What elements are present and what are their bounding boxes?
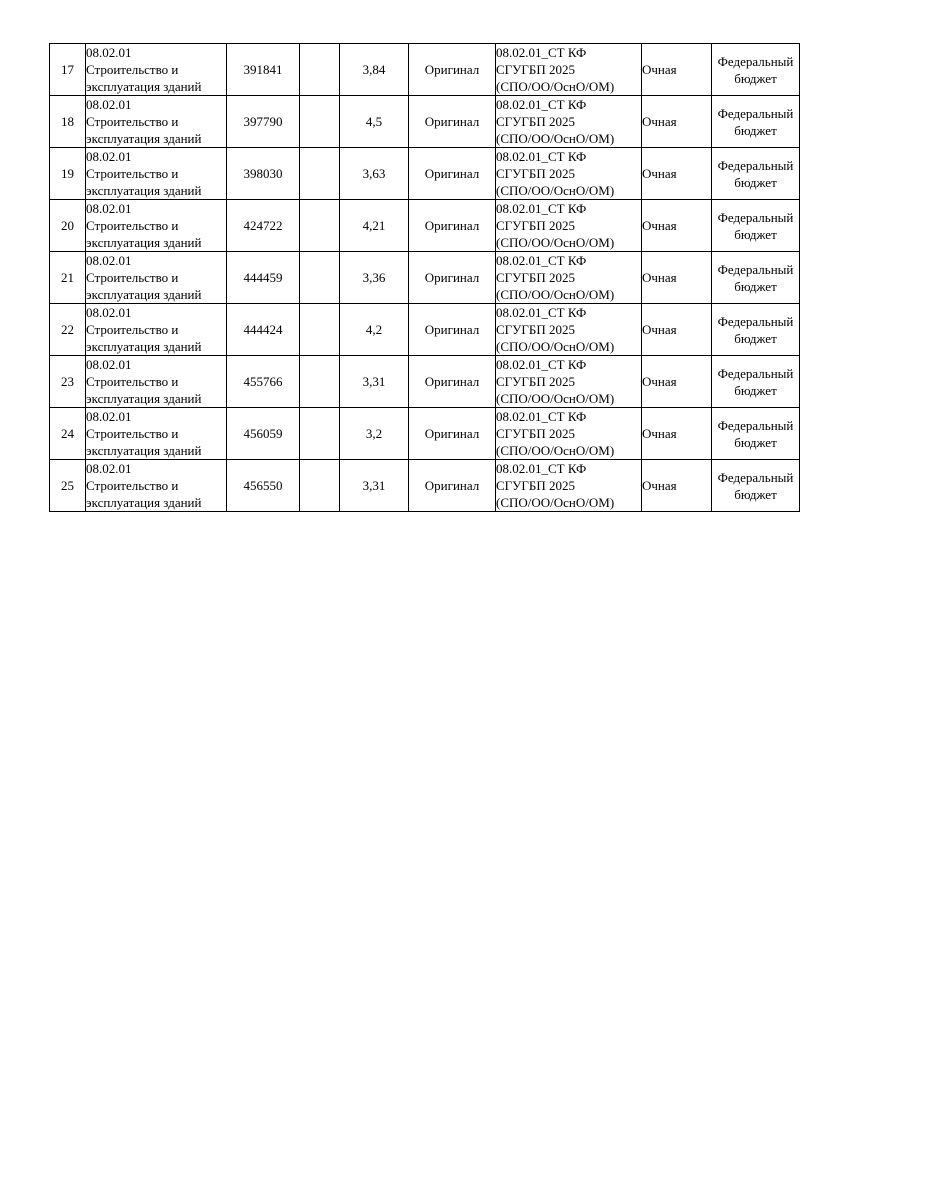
- funding-basis: [712, 44, 800, 96]
- competition-group-line: СГУГБП 2025: [496, 218, 576, 233]
- competition-group-line: 08.02.01_СТ КФ: [496, 461, 587, 476]
- row-number: 20: [50, 200, 86, 252]
- competition-group: [496, 408, 642, 460]
- competition-group-line: (СПО/ОО/ОснО/ОМ): [496, 391, 615, 406]
- specialty-cell-line: Строительство и: [86, 166, 179, 181]
- study-form: Очная: [642, 96, 712, 148]
- study-form: Очная: [642, 408, 712, 460]
- empty-cell: [300, 148, 340, 200]
- specialty-cell-line: эксплуатация зданий: [86, 79, 202, 94]
- competition-group: [496, 460, 642, 512]
- table-row: [50, 96, 800, 148]
- applicant-id: 444424: [227, 304, 300, 356]
- specialty-cell-line: 08.02.01: [86, 305, 132, 320]
- specialty-cell: [86, 356, 227, 408]
- competition-group-line: 08.02.01_СТ КФ: [496, 357, 587, 372]
- specialty-cell-line: эксплуатация зданий: [86, 495, 202, 510]
- competition-group-line: 08.02.01_СТ КФ: [496, 201, 587, 216]
- study-form: Очная: [642, 200, 712, 252]
- average-score: 3,36: [340, 252, 409, 304]
- competition-group-line: (СПО/ОО/ОснО/ОМ): [496, 495, 615, 510]
- funding-basis: [712, 408, 800, 460]
- applicant-id: 391841: [227, 44, 300, 96]
- average-score: 4,5: [340, 96, 409, 148]
- specialty-cell: [86, 96, 227, 148]
- table-row: [50, 148, 800, 200]
- funding-basis-line: Федеральный: [717, 209, 794, 225]
- funding-basis: [712, 356, 800, 408]
- funding-basis-line: Федеральный: [717, 365, 794, 381]
- document-type: Оригинал: [409, 148, 496, 200]
- competition-group-line: (СПО/ОО/ОснО/ОМ): [496, 443, 615, 458]
- specialty-cell: [86, 200, 227, 252]
- competition-group: [496, 44, 642, 96]
- specialty-cell-line: Строительство и: [86, 62, 179, 77]
- document-type: Оригинал: [409, 252, 496, 304]
- competition-group: [496, 252, 642, 304]
- study-form: Очная: [642, 304, 712, 356]
- specialty-cell: [86, 304, 227, 356]
- specialty-cell-line: эксплуатация зданий: [86, 339, 202, 354]
- study-form: Очная: [642, 356, 712, 408]
- applicant-id: 424722: [227, 200, 300, 252]
- applicant-id: 456059: [227, 408, 300, 460]
- funding-basis-line: бюджет: [734, 122, 777, 138]
- competition-group-line: СГУГБП 2025: [496, 166, 576, 181]
- funding-basis-line: Федеральный: [717, 469, 794, 485]
- row-number: 18: [50, 96, 86, 148]
- competition-group: [496, 304, 642, 356]
- document-type: Оригинал: [409, 44, 496, 96]
- row-number: 22: [50, 304, 86, 356]
- empty-cell: [300, 252, 340, 304]
- empty-cell: [300, 96, 340, 148]
- specialty-cell: [86, 44, 227, 96]
- document-type: Оригинал: [409, 408, 496, 460]
- competition-group-line: (СПО/ОО/ОснО/ОМ): [496, 339, 615, 354]
- specialty-cell-line: эксплуатация зданий: [86, 235, 202, 250]
- table-body: [50, 44, 800, 512]
- table-row: [50, 252, 800, 304]
- funding-basis-line: бюджет: [734, 174, 777, 190]
- funding-basis-line: Федеральный: [717, 313, 794, 329]
- specialty-cell-line: 08.02.01: [86, 461, 132, 476]
- specialty-cell-line: Строительство и: [86, 478, 179, 493]
- competition-group-line: СГУГБП 2025: [496, 114, 576, 129]
- row-number: 19: [50, 148, 86, 200]
- funding-basis-line: Федеральный: [717, 105, 794, 121]
- specialty-cell-line: 08.02.01: [86, 253, 132, 268]
- applicants-table: [49, 43, 800, 512]
- study-form: Очная: [642, 252, 712, 304]
- funding-basis-line: бюджет: [734, 226, 777, 242]
- competition-group-line: СГУГБП 2025: [496, 270, 576, 285]
- funding-basis-line: бюджет: [734, 486, 777, 502]
- study-form: Очная: [642, 44, 712, 96]
- specialty-cell-line: 08.02.01: [86, 357, 132, 372]
- funding-basis: [712, 460, 800, 512]
- competition-group-line: (СПО/ОО/ОснО/ОМ): [496, 287, 615, 302]
- funding-basis: [712, 200, 800, 252]
- specialty-cell-line: Строительство и: [86, 270, 179, 285]
- funding-basis-line: бюджет: [734, 434, 777, 450]
- specialty-cell-line: эксплуатация зданий: [86, 131, 202, 146]
- applicant-id: 398030: [227, 148, 300, 200]
- competition-group: [496, 356, 642, 408]
- document-type: Оригинал: [409, 96, 496, 148]
- competition-group-line: 08.02.01_СТ КФ: [496, 149, 587, 164]
- specialty-cell-line: эксплуатация зданий: [86, 391, 202, 406]
- specialty-cell-line: Строительство и: [86, 114, 179, 129]
- document-type: Оригинал: [409, 356, 496, 408]
- study-form: Очная: [642, 148, 712, 200]
- competition-group-line: (СПО/ОО/ОснО/ОМ): [496, 183, 615, 198]
- specialty-cell-line: Строительство и: [86, 322, 179, 337]
- competition-group-line: (СПО/ОО/ОснО/ОМ): [496, 131, 615, 146]
- table-row: [50, 304, 800, 356]
- funding-basis-line: бюджет: [734, 278, 777, 294]
- table-row: [50, 460, 800, 512]
- specialty-cell-line: Строительство и: [86, 218, 179, 233]
- competition-group-line: (СПО/ОО/ОснО/ОМ): [496, 79, 615, 94]
- funding-basis-line: бюджет: [734, 330, 777, 346]
- specialty-cell-line: 08.02.01: [86, 45, 132, 60]
- competition-group-line: СГУГБП 2025: [496, 426, 576, 441]
- specialty-cell-line: 08.02.01: [86, 409, 132, 424]
- row-number: 23: [50, 356, 86, 408]
- competition-group-line: СГУГБП 2025: [496, 478, 576, 493]
- applicant-id: 455766: [227, 356, 300, 408]
- table-row: [50, 408, 800, 460]
- empty-cell: [300, 356, 340, 408]
- average-score: 3,2: [340, 408, 409, 460]
- specialty-cell: [86, 252, 227, 304]
- average-score: 3,63: [340, 148, 409, 200]
- specialty-cell-line: эксплуатация зданий: [86, 443, 202, 458]
- funding-basis: [712, 96, 800, 148]
- competition-group-line: СГУГБП 2025: [496, 322, 576, 337]
- specialty-cell-line: 08.02.01: [86, 97, 132, 112]
- competition-group-line: (СПО/ОО/ОснО/ОМ): [496, 235, 615, 250]
- document-type: Оригинал: [409, 200, 496, 252]
- specialty-cell: [86, 408, 227, 460]
- competition-group-line: 08.02.01_СТ КФ: [496, 253, 587, 268]
- competition-group-line: 08.02.01_СТ КФ: [496, 97, 587, 112]
- specialty-cell-line: Строительство и: [86, 374, 179, 389]
- average-score: 3,31: [340, 356, 409, 408]
- row-number: 25: [50, 460, 86, 512]
- table-row: [50, 356, 800, 408]
- applicant-id: 456550: [227, 460, 300, 512]
- empty-cell: [300, 460, 340, 512]
- funding-basis-line: Федеральный: [717, 261, 794, 277]
- competition-group: [496, 200, 642, 252]
- empty-cell: [300, 44, 340, 96]
- competition-group-line: 08.02.01_СТ КФ: [496, 409, 587, 424]
- average-score: 3,31: [340, 460, 409, 512]
- row-number: 21: [50, 252, 86, 304]
- funding-basis-line: бюджет: [734, 70, 777, 86]
- empty-cell: [300, 200, 340, 252]
- specialty-cell: [86, 460, 227, 512]
- applicant-id: 444459: [227, 252, 300, 304]
- competition-group: [496, 148, 642, 200]
- document-type: Оригинал: [409, 460, 496, 512]
- empty-cell: [300, 408, 340, 460]
- funding-basis: [712, 252, 800, 304]
- competition-group-line: СГУГБП 2025: [496, 374, 576, 389]
- row-number: 24: [50, 408, 86, 460]
- specialty-cell-line: 08.02.01: [86, 201, 132, 216]
- study-form: Очная: [642, 460, 712, 512]
- average-score: 4,21: [340, 200, 409, 252]
- specialty-cell-line: 08.02.01: [86, 149, 132, 164]
- funding-basis: [712, 304, 800, 356]
- specialty-cell: [86, 148, 227, 200]
- competition-group-line: 08.02.01_СТ КФ: [496, 305, 587, 320]
- funding-basis: [712, 148, 800, 200]
- specialty-cell-line: эксплуатация зданий: [86, 287, 202, 302]
- competition-group-line: 08.02.01_СТ КФ: [496, 45, 587, 60]
- funding-basis-line: Федеральный: [717, 53, 794, 69]
- funding-basis-line: Федеральный: [717, 157, 794, 173]
- table-row: [50, 44, 800, 96]
- average-score: 3,84: [340, 44, 409, 96]
- document-type: Оригинал: [409, 304, 496, 356]
- competition-group: [496, 96, 642, 148]
- average-score: 4,2: [340, 304, 409, 356]
- specialty-cell-line: эксплуатация зданий: [86, 183, 202, 198]
- table-row: [50, 200, 800, 252]
- funding-basis-line: Федеральный: [717, 417, 794, 433]
- applicant-id: 397790: [227, 96, 300, 148]
- row-number: 17: [50, 44, 86, 96]
- competition-group-line: СГУГБП 2025: [496, 62, 576, 77]
- specialty-cell-line: Строительство и: [86, 426, 179, 441]
- funding-basis-line: бюджет: [734, 382, 777, 398]
- empty-cell: [300, 304, 340, 356]
